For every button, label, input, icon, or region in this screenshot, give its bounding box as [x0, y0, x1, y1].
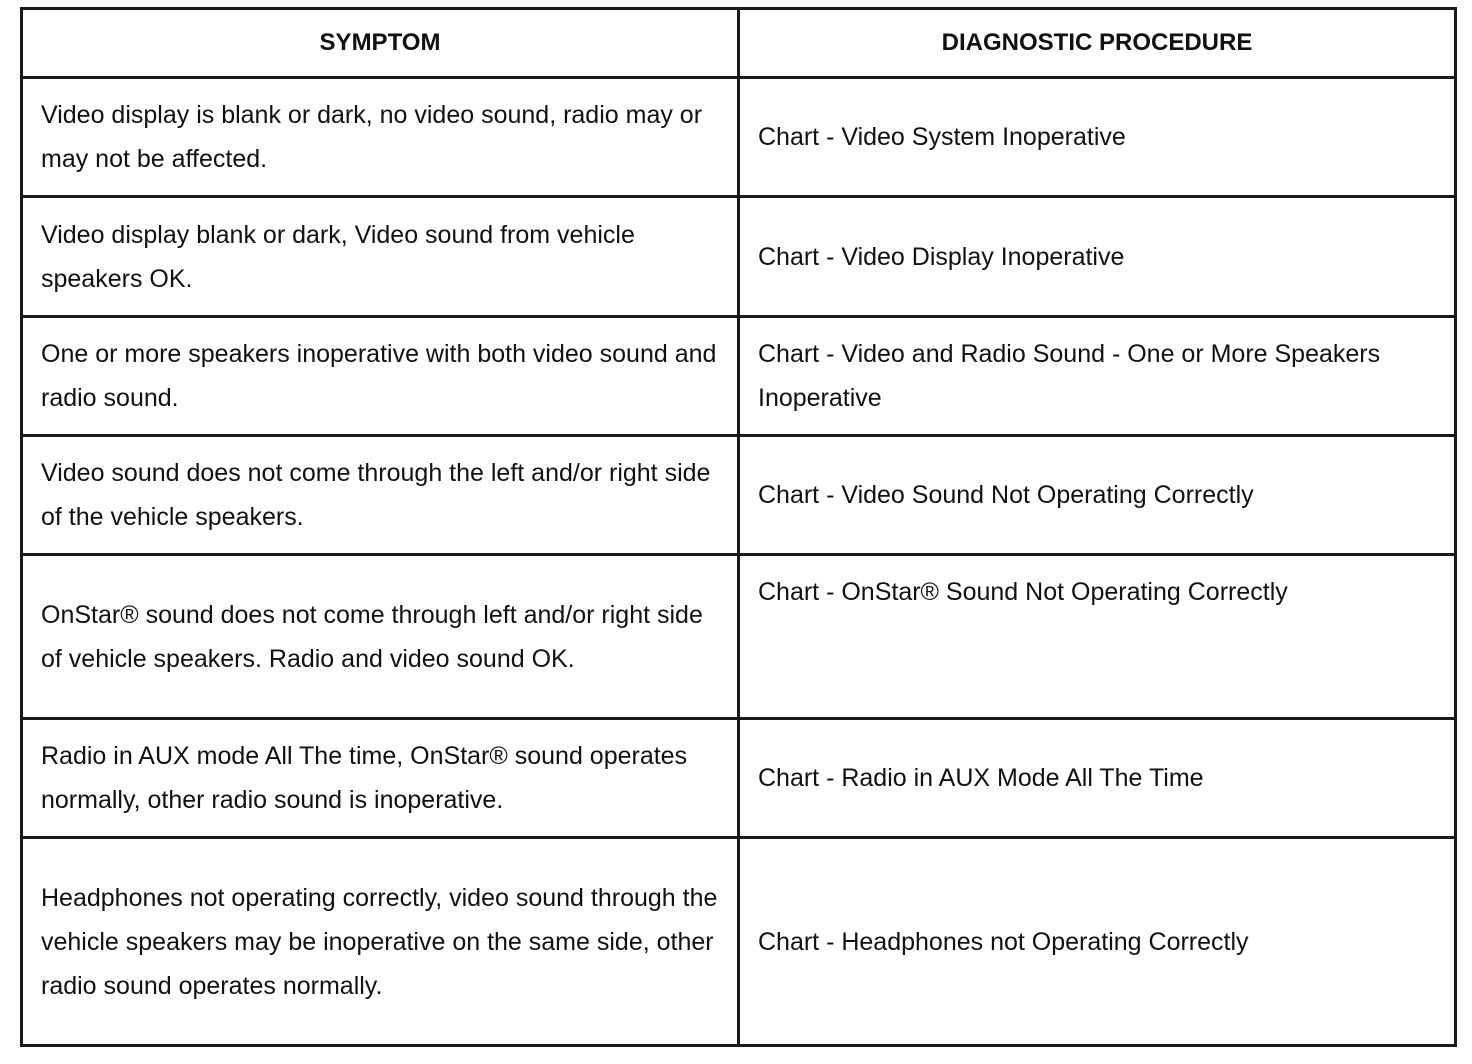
- symptom-cell: Headphones not operating correctly, video sound through the vehicle speakers may be inoperative on the same side, other radio sound operates normally.: [22, 838, 739, 1046]
- procedure-cell: Chart - Headphones not Operating Correctly: [739, 838, 1456, 1046]
- diagnostic-table-container: [20, 7, 1454, 1047]
- header-diagnostic-procedure: DIAGNOSTIC PROCEDURE: [739, 9, 1456, 78]
- header-symptom: SYMPTOM: [22, 9, 739, 78]
- symptom-cell: Radio in AUX mode All The time, OnStar® sound operates normally, other radio sound is inoperative.: [22, 719, 739, 838]
- symptom-diagnostic-table: [20, 7, 1457, 1047]
- procedure-cell: Chart - OnStar® Sound Not Operating Correctly: [739, 555, 1456, 719]
- procedure-cell: Chart - Video Sound Not Operating Correctly: [739, 436, 1456, 555]
- symptom-cell: Video display blank or dark, Video sound from vehicle speakers OK.: [22, 197, 739, 317]
- table-row: [22, 838, 1456, 1046]
- table-row: [22, 197, 1456, 317]
- table-row: [22, 436, 1456, 555]
- table-row: [22, 555, 1456, 719]
- procedure-cell: Chart - Video System Inoperative: [739, 78, 1456, 197]
- symptom-cell: Video sound does not come through the left and/or right side of the vehicle speakers.: [22, 436, 739, 555]
- symptom-cell: One or more speakers inoperative with both video sound and radio sound.: [22, 317, 739, 436]
- procedure-cell: Chart - Video and Radio Sound - One or More Speakers Inoperative: [739, 317, 1456, 436]
- procedure-cell: Chart - Radio in AUX Mode All The Time: [739, 719, 1456, 838]
- table-header-row: [22, 9, 1456, 78]
- table-row: [22, 78, 1456, 197]
- procedure-cell: Chart - Video Display Inoperative: [739, 197, 1456, 317]
- table-row: [22, 719, 1456, 838]
- symptom-cell: Video display is blank or dark, no video sound, radio may or may not be affected.: [22, 78, 739, 197]
- table-row: [22, 317, 1456, 436]
- symptom-cell: OnStar® sound does not come through left and/or right side of vehicle speakers. Radio and video sound OK.: [22, 555, 739, 719]
